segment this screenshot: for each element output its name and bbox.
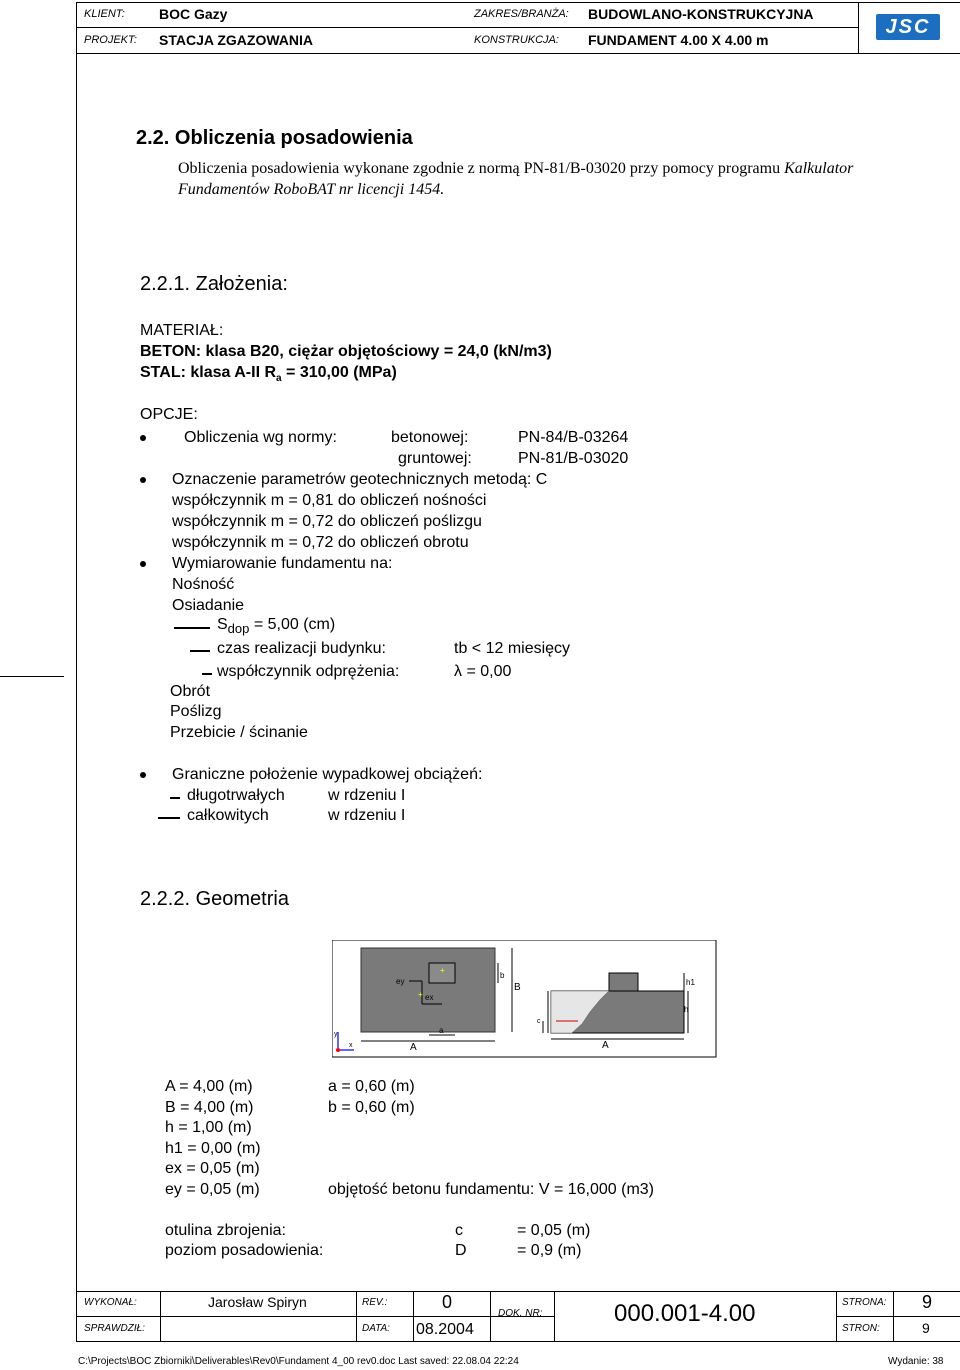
bullet-icon <box>140 477 146 483</box>
logo-text: JSC <box>885 16 931 38</box>
stal-line: STAL: klasa A-II $R_a = 310,00$ (MPa) <box>140 364 397 385</box>
rev-label: REV.: <box>362 1297 388 1308</box>
przebicie-line: Przebicie / ścinanie <box>170 724 308 741</box>
zakres-value: BUDOWLANO-KONSTRUKCYJNA <box>588 6 814 22</box>
calkowitych-value: w rdzeniu I <box>328 807 406 824</box>
svg-text:y: y <box>334 1031 338 1038</box>
dlugotrwalych-label: długotrwałych <box>187 787 285 804</box>
svg-text:ey: ey <box>396 977 405 986</box>
company-logo <box>876 14 940 40</box>
data-value: 08.2004 <box>416 1321 474 1338</box>
opcje-label: OPCJE: <box>140 406 198 423</box>
svg-text:a: a <box>439 1026 444 1035</box>
intro-line-1: Obliczenia posadowienia wykonane zgodnie z normą PN-81/B-03020 przy pomocy programu Kalkulator <box>178 160 854 177</box>
osiadanie-line: Osiadanie <box>172 597 245 614</box>
dim-a: a = 0,60 (m) <box>328 1078 415 1095</box>
calkowitych-label: całkowitych <box>187 807 269 824</box>
dim-ey: ey = 0,05 (m) <box>165 1181 260 1198</box>
dim-ex: ex = 0,05 (m) <box>165 1160 260 1177</box>
intro-line-2: Fundamentów RoboBAT nr licencji 1454. <box>178 181 445 198</box>
svg-text:A: A <box>602 1040 609 1051</box>
oznaczenie-line: Oznaczenie parametrów geotechnicznych metodą: C <box>172 471 548 488</box>
data-label: DATA: <box>362 1323 390 1334</box>
dim-h1: h1 = 0,00 (m) <box>165 1140 261 1157</box>
dlugotrwalych-value: w rdzeniu I <box>328 787 406 804</box>
sprawdzil-label: SPRAWDZIŁ: <box>84 1323 145 1334</box>
objetosc-line: objętość betonu fundamentu: V = 16,000 (m3) <box>328 1181 654 1198</box>
rev-value: 0 <box>442 1292 453 1312</box>
svg-text:ex: ex <box>425 993 434 1002</box>
wymiarowanie-line: Wymiarowanie fundamentu na: <box>172 555 393 572</box>
dim-A: A = 4,00 (m) <box>165 1078 253 1095</box>
beton-line: BETON: klasa B20, ciężar objętościowy = 24,0 (kN/m3) <box>140 343 552 360</box>
m-poslizg-line: współczynnik m = 0,72 do obliczeń poślizgu <box>172 513 482 530</box>
dash-icon <box>170 797 180 799</box>
klient-label: KLIENT: <box>84 8 125 20</box>
dash-icon <box>158 817 180 819</box>
material-label: MATERIAŁ: <box>140 322 224 339</box>
svg-text:+: + <box>418 990 423 999</box>
gruntowej-label: gruntowej: <box>398 450 472 467</box>
dok-value: 000.001-4.00 <box>614 1300 756 1327</box>
margin-marker <box>0 676 64 677</box>
dim-b: b = 0,60 (m) <box>328 1099 415 1116</box>
stron-value: 9 <box>922 1320 930 1336</box>
klient-value: BOC Gazy <box>159 6 228 22</box>
svg-text:h1: h1 <box>686 978 695 987</box>
dok-label: DOK. NR: <box>498 1308 543 1319</box>
normy-label: Obliczenia wg normy: <box>184 429 337 446</box>
otulina-label: otulina zbrojenia: <box>165 1222 286 1239</box>
section-title: 2.2. Obliczenia posadowienia <box>136 127 413 149</box>
poslizg-line: Poślizg <box>170 703 222 720</box>
bullet-icon <box>140 561 146 567</box>
bullet-icon <box>140 772 146 778</box>
sdop-line: $S_{dop} = 5,00$ (cm) <box>217 616 336 637</box>
bullet-icon <box>140 435 146 441</box>
projekt-value: STACJA ZGAZOWANIA <box>159 32 313 48</box>
otulina-symbol: c <box>455 1222 463 1239</box>
wydanie: Wydanie: 38 <box>888 1356 944 1367</box>
zalozenia-title: 2.2.1. Założenia: <box>140 273 288 295</box>
svg-text:A: A <box>410 1042 417 1053</box>
czas-value: tb < 12 miesięcy <box>454 640 571 657</box>
dash-icon <box>190 650 210 652</box>
svg-text:h: h <box>684 1005 689 1014</box>
odprezenia-value: λ = 0,00 <box>454 663 512 680</box>
svg-text:+: + <box>440 966 445 975</box>
dash-icon <box>202 673 212 675</box>
svg-text:c: c <box>537 1018 541 1025</box>
dim-B: B = 4,00 (m) <box>165 1099 254 1116</box>
betonowej-value: PN-84/B-03264 <box>518 429 629 446</box>
dash-icon <box>174 627 210 629</box>
czas-label: czas realizacji budynku: <box>217 640 386 657</box>
poziom-symbol: D <box>455 1242 467 1259</box>
svg-text:B: B <box>514 982 521 993</box>
strona-label: STRONA: <box>842 1297 887 1308</box>
file-path: C:\Projects\BOC Zbiorniki\Deliverables\Rev0\Fundament 4_00 rev0.doc Last saved: 22.08.04 22:24 <box>78 1356 519 1367</box>
graniczne-line: Graniczne położenie wypadkowej obciążeń: <box>172 766 483 783</box>
konstrukcja-label: KONSTRUKCJA: <box>474 34 559 46</box>
wykonal-label: WYKONAŁ: <box>84 1297 137 1308</box>
svg-text:b: b <box>500 971 505 980</box>
svg-text:x: x <box>349 1042 353 1049</box>
nosnosc-line: Nośność <box>172 576 235 593</box>
geometria-title: 2.2.2. Geometria <box>140 888 289 910</box>
dim-h: h = 1,00 (m) <box>165 1119 252 1136</box>
wykonal-value: Jarosław Spiryn <box>208 1294 307 1310</box>
poziom-label: poziom posadowienia: <box>165 1242 324 1259</box>
projekt-label: PROJEKT: <box>84 34 137 46</box>
m-obrot-line: współczynnik m = 0,72 do obliczeń obrotu <box>172 534 469 551</box>
zakres-label: ZAKRES/BRANŻA: <box>474 8 569 20</box>
obrot-line: Obrót <box>170 683 211 700</box>
odprezenia-label: współczynnik odprężenia: <box>217 663 400 680</box>
betonowej-label: betonowej: <box>391 429 469 446</box>
geometry-diagram <box>332 940 717 1058</box>
konstrukcja-value: FUNDAMENT 4.00 X 4.00 m <box>588 32 769 48</box>
poziom-value: = 0,9 (m) <box>517 1242 582 1259</box>
stron-label: STRON: <box>842 1323 880 1334</box>
strona-value: 9 <box>922 1292 933 1312</box>
m-nosnosc-line: współczynnik m = 0,81 do obliczeń nośności <box>172 492 487 509</box>
otulina-value: = 0,05 (m) <box>517 1222 591 1239</box>
gruntowej-value: PN-81/B-03020 <box>518 450 629 467</box>
